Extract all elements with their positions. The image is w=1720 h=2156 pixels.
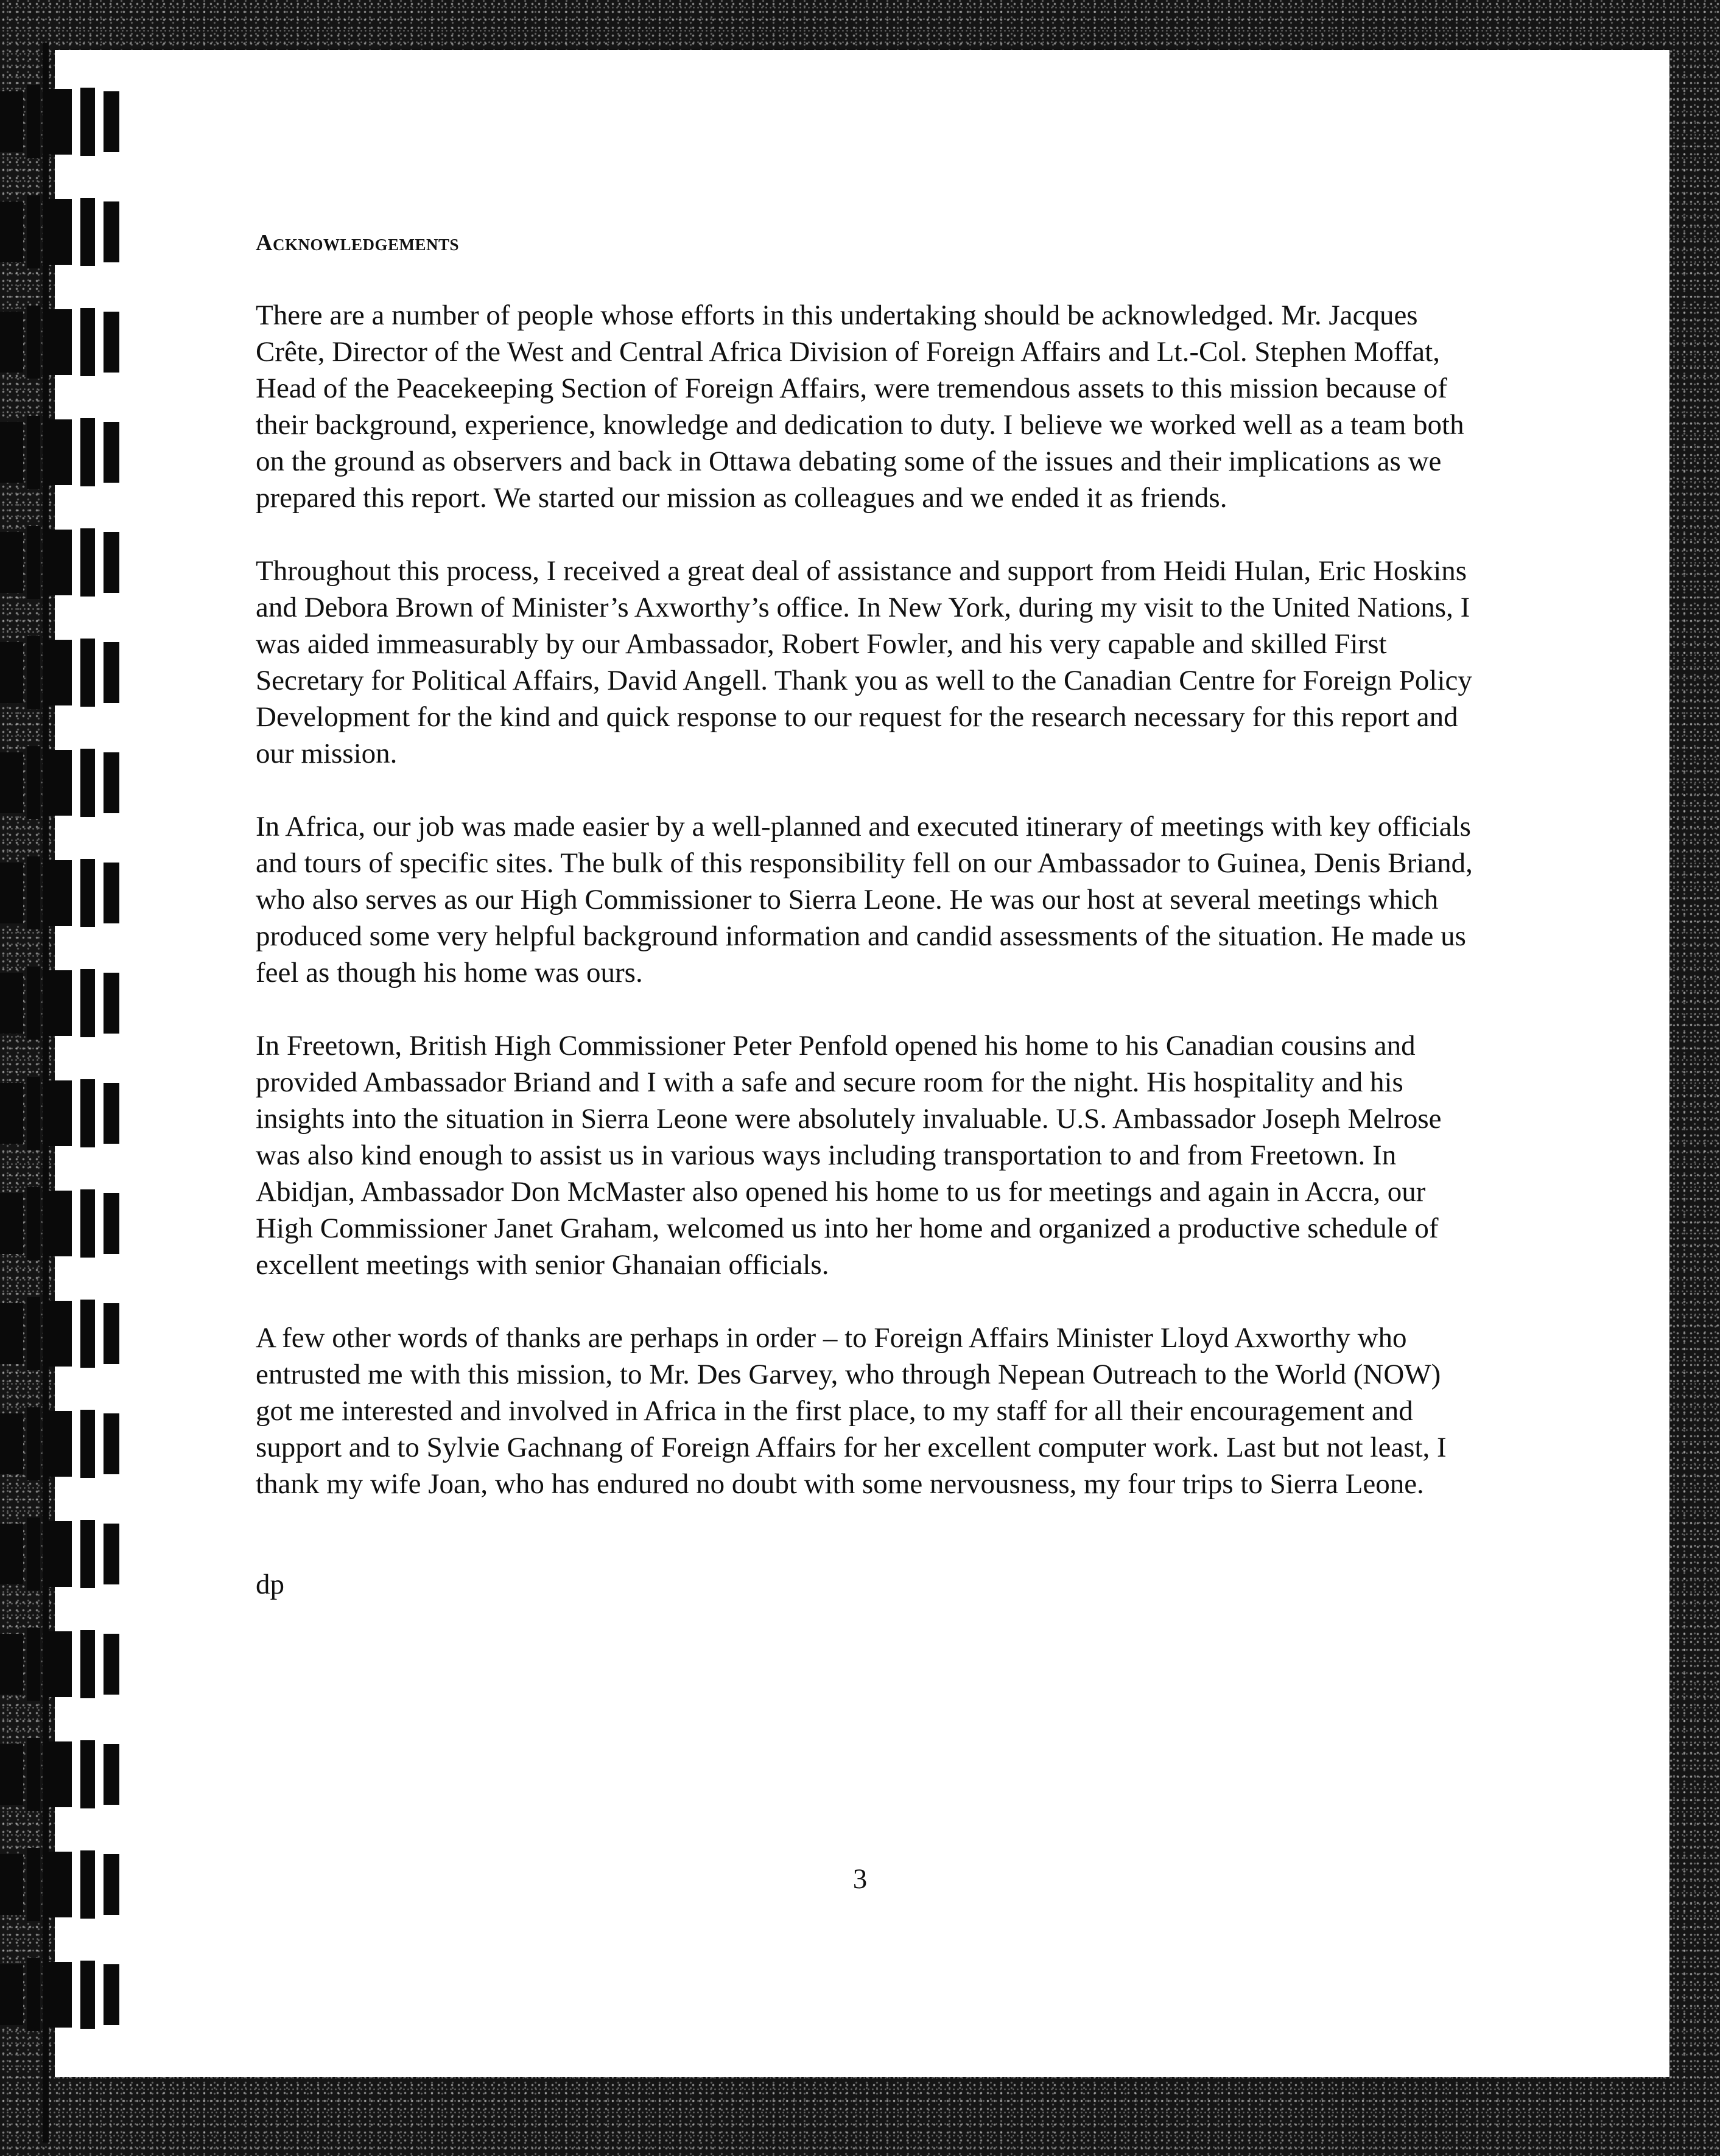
binding-coil [0, 1407, 128, 1480]
binding-coil [0, 1958, 128, 2031]
binding-coil [0, 967, 128, 1040]
document-body [256, 231, 1473, 1603]
binding-coil [0, 1517, 128, 1591]
paragraph-1: There are a number of people whose efforts in this undertaking should be acknowledged. Mr. Jacques Crête, Director of the West and Central Africa Division of Foreign Affairs and Lt.-Col. Stephen Moffat, Head of the Peacekeeping Section of Foreign Affairs, were tremendous assets to this mission because of their background, experience, knowledge and dedication to duty. I believe we worked well as a team both on the ground as observers and back in Ottawa debating some of the issues and their implications as we prepared this report. We started our mission as colleagues and we ended it as friends. [256, 299, 1464, 514]
binding-coil [0, 195, 128, 268]
binding-coil [0, 1297, 128, 1370]
binding-coil [0, 526, 128, 599]
binding-coil [0, 636, 128, 709]
spiral-binding [0, 43, 128, 2143]
binding-coil [0, 856, 128, 929]
binding-coil [0, 1187, 128, 1260]
binding-coil [0, 306, 128, 379]
paragraph-4: In Freetown, British High Commissioner Peter Penfold opened his home to his Canadian cousins and provided Ambassador Briand and I with a safe and secure room for the night. His hospitality and his insights into the situation in Sierra Leone were absolutely invaluable. U.S. Ambassador Joseph Melrose was also kind enough to assist us in various ways including transportation to and from Freetown. In Abidjan, Ambassador Don McMaster also opened his home to us for meetings and again in Accra, our High Commissioner Janet Graham, welcomed us into her home and organized a productive schedule of excellent meetings with senior Ghanaian officials. [256, 1030, 1442, 1281]
section-heading: Acknowledgements [256, 230, 459, 256]
binding-coil [0, 85, 128, 158]
paragraph-3: In Africa, our job was made easier by a well-planned and executed itinerary of meetings with key officials and tours of specific sites. The bulk of this responsibility fell on our Ambassador to Guinea, Denis Briand, who also serves as our High Commissioner to Sierra Leone. He was our host at several meetings which produced some very helpful background information and candid assessments of the situation. He made us feel as though his home was ours. [256, 811, 1473, 989]
page-number: 3 [852, 1863, 868, 1895]
paragraph-2: Throughout this process, I received a great deal of assistance and support from Heidi Hulan, Eric Hoskins and Debora Brown of Minister’s Axworthy’s office. In New York, during my visit to the United Nations, I was aided immeasurably by our Ambassador, Robert Fowler, and his very capable and skilled First Secretary for Political Affairs, David Angell. Thank you as well to the Canadian Centre for Foreign Policy Development for the kind and quick response to our request for the research necessary for this report and our mission. [256, 555, 1472, 769]
binding-coil [0, 1628, 128, 1701]
signature-initials: dp [256, 1569, 284, 1600]
binding-coil [0, 416, 128, 489]
paragraph-5: A few other words of thanks are perhaps in order – to Foreign Affairs Minister Lloyd Axworthy who entrusted me with this mission, to Mr. Des Garvey, who through Nepean Outreach to the World (NOW) got me interested and involved in Africa in the first place, to my staff for all their encouragement and support and to Sylvie Gachnang of Foreign Affairs for her excellent computer work. Last but not least, I thank my wife Joan, who has endured no doubt with some nervousness, my four trips to Sierra Leone. [256, 1322, 1447, 1500]
binding-coil [0, 746, 128, 819]
binding-coil [0, 1738, 128, 1811]
binding-coil [0, 1077, 128, 1150]
